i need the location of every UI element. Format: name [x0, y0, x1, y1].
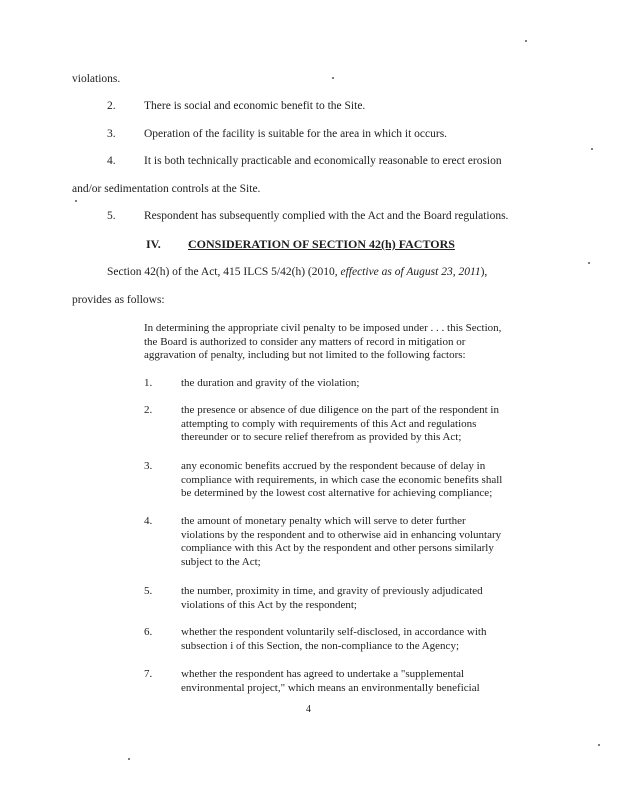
finding-text: Respondent has subsequently complied with the Act and the Board regulations. [144, 210, 509, 222]
factor-line: be determined by the lowest cost alternative for achieving compliance; [181, 487, 493, 499]
factor-line: whether the respondent has agreed to undertake a "supplemental [181, 668, 465, 680]
scan-speck [598, 744, 600, 746]
factor-line: compliance with requirements, in which case the economic benefits shall [181, 473, 503, 486]
finding-text-continued: and/or sedimentation controls at the Site. [72, 183, 261, 195]
factor-line: environmental project," which means an environmentally beneficial [181, 681, 480, 694]
statute-citation: Section 42(h) of the Act, 415 ILCS 5/42(h) (2010, [107, 266, 341, 278]
factor-line: subsection i of this Section, the non-compliance to the Agency; [181, 639, 459, 652]
factor-line: the number, proximity in time, and gravity of previously adjudicated [181, 585, 483, 597]
factor-text [181, 668, 541, 695]
scan-speck [588, 262, 590, 264]
factor-number: 5. [144, 585, 153, 597]
factor-text [181, 585, 541, 612]
factor-line: any economic benefits accrued by the respondent because of delay in [181, 460, 486, 472]
factor-text [181, 626, 541, 653]
factor-line: the duration and gravity of the violation; [181, 377, 360, 389]
factor-line: compliance with this Act by the respondent and other persons similarly [181, 542, 494, 554]
citation-close: ), [480, 266, 488, 278]
factor-line: the presence or absence of due diligence on the part of the respondent in [181, 404, 499, 416]
factor-number: 2. [144, 404, 153, 416]
scan-speck [128, 758, 130, 760]
finding-text: There is social and economic benefit to the Site. [144, 100, 366, 112]
factor-line: the amount of monetary penalty which will serve to deter further [181, 515, 466, 527]
scan-speck [591, 148, 593, 150]
finding-number: 5. [107, 210, 116, 222]
section-intro-line [107, 265, 487, 279]
section-title: CONSIDERATION OF SECTION 42(h) FACTORS [188, 237, 455, 251]
quote-line: the Board is authorized to consider any matters of record in mitigation or [144, 335, 466, 348]
intro-line: violations. [72, 73, 121, 85]
factor-line: violations of this Act by the respondent; [181, 598, 357, 611]
factor-number: 7. [144, 668, 153, 680]
factor-text [181, 460, 541, 501]
factor-text [181, 515, 541, 569]
finding-number: 2. [107, 100, 116, 112]
factor-line: attempting to comply with requirements of this Act and regulations [181, 417, 477, 430]
effective-date: effective as of August 23, 2011 [340, 266, 481, 278]
section-heading [146, 237, 506, 253]
factor-number: 4. [144, 515, 153, 527]
quote-line: In determining the appropriate civil penalty to be imposed under . . . this Section, [144, 322, 502, 334]
section-number: IV. [146, 237, 161, 251]
scan-speck [525, 40, 527, 42]
factor-number: 6. [144, 626, 153, 638]
finding-text: Operation of the facility is suitable for the area in which it occurs. [144, 128, 448, 140]
quote-line: aggravation of penalty, including but not limited to the following factors: [144, 349, 466, 361]
factor-text [181, 377, 541, 391]
factor-line: subject to the Act; [181, 555, 261, 568]
finding-number: 3. [107, 128, 116, 140]
factor-line: violations by the respondent and to otherwise aid in enhancing voluntary [181, 528, 502, 541]
finding-text: It is both technically practicable and economically reasonable to erect erosion [144, 155, 502, 167]
scan-speck [332, 77, 334, 79]
factor-number: 1. [144, 377, 153, 389]
quoted-statute-paragraph [144, 322, 544, 363]
factor-number: 3. [144, 460, 153, 472]
finding-number: 4. [107, 155, 116, 167]
page-number: 4 [306, 704, 311, 715]
factor-line: thereunder or to secure relief therefrom as provided by this Act; [181, 431, 462, 443]
factor-line: whether the respondent voluntarily self-disclosed, in accordance with [181, 626, 487, 638]
factor-text [181, 404, 541, 445]
section-intro-line-2: provides as follows: [72, 294, 165, 306]
scan-speck [75, 200, 77, 202]
